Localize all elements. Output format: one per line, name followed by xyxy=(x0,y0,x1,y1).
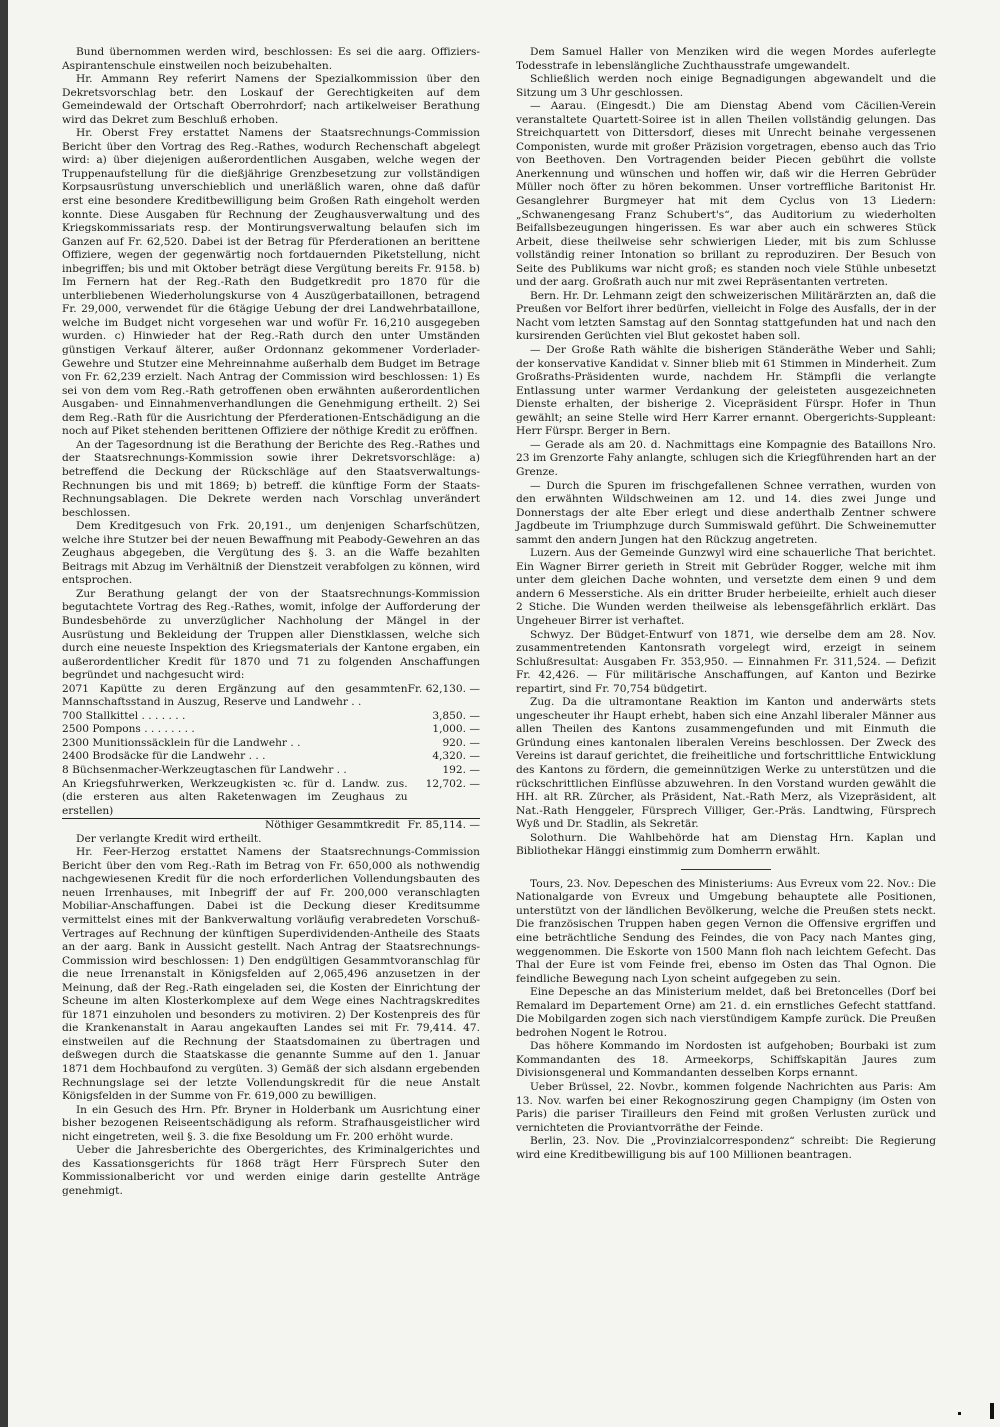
article-paragraph: Hr. Feer-Herzog erstattet Namens der Staatsrechnungs-Commission Bericht über den vom Reg.-Rath im Betrag von Fr. 650,000 als nothwendig nachgewiesenen Kredit für die noch erforderlichen Vollendungsbauten des neuen Irrenhauses, mit Inbegriff der auf Fr. 200,000 veranschlagten Mobiliar-Anschaffungen. Dabei ist die Deckung dieser Kreditsumme vermittelst eines mit der Bankverwaltung vorläufig verabredeten Vorschuß-Vertrages auf Rechnung der künftigen Superdividenden-Antheile des Staats an der aarg. Bank in Aussicht gestellt. Nach Antrag der Staatsrechnungs-Commission wird beschlossen: 1) Den endgültigen Gesammtvoranschlag für die neue Irrenanstalt in Königsfelden auf 2,065,496 anzusetzen in der Meinung, daß der Reg.-Rath eingeladen sei, die Kosten der Einrichtung der Scheune im alten Klosterkomplexe auf dem Wege eines Nachtragskredites für 1871 einzuholen und besonders zu motiviren. 2) Der Kostenpreis des für die Krankenanstalt in Aarau angekauften Landes sei mit Fr. 79,414. 47. einstweilen auf die Rechnung der Staatsdomainen zu übertragen und deßwegen durch die Staatskasse die genannte Summe auf den 1. Januar 1871 dem Hochbaufond zu vergüten. 3) Gemäß der sich alsdann ergebenden Rechnungslage sei der letzte Vollendungskredit für die neue Anstalt Königsfelden in der Summe von Fr. 619,000 zu bewilligen. xyxy=(62,846,480,1103)
credit-item: 2071 Kapütte zu deren Ergänzung auf den gesammten Mannschaftsstand in Auszug, Reserve und Landwehr . . xyxy=(62,682,408,709)
article-paragraph: Der verlangte Kredit wird ertheilt. xyxy=(76,832,262,845)
article-paragraph: Zur Berathung gelangt der von der Staatsrechnungs-Kommission begutachtete Vortrag des Reg.-Rathes, womit, infolge der Aufforderung der Bundesbehörde zu unverzüglicher Nachholung der Mängel in der Ausrüstung und Bekleidung der Truppen aller Dienstklassen, welche sich durch eine neueste Inspektion des Kriegsmaterials der Kantone ergaben, ein außerordentlicher Kredit für 1870 und 71 zu folgenden Anschaffungen begründet und nachgesucht wird: xyxy=(62,587,480,682)
article-paragraph: Tours, 23. Nov. Depeschen des Ministeriums: Aus Evreux vom 22. Nov.: Die Nationalgarde von Evreux und Umgebung behauptete alle Positionen, unterstützt von der ländlichen Bevölkerung, welche die Preußen stets neckt. Die französischen Truppen haben gegen Vernon die Offensive ergriffen und eine beträchtliche Sendung des Feindes, die von Pacy nach Mantes ging, weggenommen. Die Eskorte von 1500 Mann floh nach leichtem Gefecht. Das Thal der Eure ist vom Feinde frei, ebenso im Osten das Thal Ognon. Die feindliche Bewegung nach Lyon scheint aufgegeben zu sein. xyxy=(516,877,936,985)
article-paragraph: — Durch die Spuren im frischgefallenen Schnee verrathen, wurden von den erwähnten Wildschweinen am 12. und 14. dies zwei Junge und Donnerstags der alte Eber erlegt und diese anderthalb Zentner schwere Jagdbeute im Triumphzuge durch Summiswald geführt. Die Schweinemutter sammt den andern Jungen hat den Rückzug angetreten. xyxy=(516,479,936,546)
article-paragraph: In ein Gesuch des Hrn. Pfr. Bryner in Holderbank um Ausrichtung einer bisher bezogenen Reiseentschädigung als reform. Strafhausgeistlicher wird nicht eingetreten, weil §. 3. die fixe Besoldung um Fr. 200 erhöht wurde. xyxy=(62,1103,480,1143)
total-amount: Fr. 85,114. — xyxy=(407,819,480,832)
article-paragraph: Hr. Ammann Rey referirt Namens der Spezialkommission über den Dekretsvorschlag betr. den Loskauf der Gerechtigkeiten auf dem Gemeindewald der Ortschaft Oberrohrdorf; nach artikelweiser Berathung wird das Dekret zum Beschluß erhoben. xyxy=(62,73,480,126)
credit-amount: 920. — xyxy=(442,736,480,749)
article-paragraph: Luzern. Aus der Gemeinde Gunzwyl wird eine schauerliche That berichtet. Ein Wagner Birrer gerieth in Streit mit Gebrüder Rogger, welche mit ihm unter dem gleichen Dache wohnten, und versetzte dem einen 9 und dem andern 6 Messerstiche. Als ein dritter Bruder herbeieilte, erhielt auch dieser 2 Stiche. Die Wunden werden theilweise als lebensgefährlich erklärt. Das Ungeheuer Birrer ist verhaftet. xyxy=(516,547,936,627)
credit-table-row xyxy=(62,778,480,819)
credit-item: 8 Büchsenmacher-Werkzeugtaschen für Landwehr . . xyxy=(62,763,347,776)
credit-amount: 3,850. — xyxy=(432,709,480,722)
article-paragraph: — Aarau. (Eingesdt.) Die am Dienstag Abend vom Cäcilien-Verein veranstaltete Quartett-Soiree ist in allen Theilen vollständig gelungen. Das Streichquartett von Dittersdorf, dieses mit Unrecht beinahe vergessenen Componisten, wurde mit großer Präzision vorgetragen, ebenso auch das Trio von Beethoven. Den Vortragenden beider Piecen gebührt die vollste Anerkennung und wünschen und hoffen wir, daß wir die Herren Gebrüder Müller noch öfter zu hören bekommen. Unser vortreffliche Baritonist Hr. Gesanglehrer Burgmeyer hat mit dem Cyclus von 13 Liedern: „Schwanengesang Franz Schubert's“, das Auditorium zu wiederholten Beifallsbezeugungen hingerissen. Es war aber auch ein schweres Stück Arbeit, diese theilweise sehr schwierigen Lieder, mit bis zum Schlusse vollständig reiner Intonation so brillant zu reproduziren. Der Besuch von Seite des Publikums war nicht groß; es standen noch viele Stühle unbesetzt und der aarg. Großrath auch nur mit zwei Repräsentanten vertreten. xyxy=(516,100,936,289)
credit-table-row xyxy=(62,723,480,737)
article-paragraph: Solothurn. Die Wahlbehörde hat am Dienstag Hrn. Kaplan und Bibliothekar Hänggi einstimmig zum Domherrn erwählt. xyxy=(516,831,936,858)
credit-amount: 192. — xyxy=(442,763,480,776)
credit-item: 700 Stallkittel . . . . . . . xyxy=(62,709,186,722)
scan-page-edge xyxy=(0,0,8,1427)
article-paragraph: — Gerade als am 20. d. Nachmittags eine Kompagnie des Bataillons Nro. 23 im Grenzorte Fahy anlangte, schlugen sich die Kriegführenden hart an der Grenze. xyxy=(516,438,936,478)
credit-table-row xyxy=(62,750,480,764)
article-paragraph: Das höhere Kommando im Nordosten ist aufgehoben; Bourbaki ist zum Kommandanten des 18. Armeekorps, Schiffskapitän Jaures zum Divisionsgeneral und Kommandanten desselben Korps ernannt. xyxy=(516,1040,936,1080)
article-paragraph: Zug. Da die ultramontane Reaktion im Kanton und anderwärts stets ungescheuter ihr Haupt erhebt, haben sich eine Anzahl liberaler Männer aus allen Theilen des Kantons zusammengefunden und mit Einmuth die Gründung eines kantonalen liberalen Vereins beschlossen. Der Zweck des Vereins ist darauf gerichtet, die freiheitliche und fortschrittliche Entwicklung des Kantons zu fördern, die gemeinnützigen Werke zu unterstützen und die rückschrittlichen Einflüsse abzuwehren. In den Vorstand wurden gewählt die HH. alt RR. Zürcher, als Präsident, Nat.-Rath Merz, als Vizepräsident, alt Nat.-Rath Henggeler, Fürsprech Villiger, Ger.-Präs. Landtwing, Fürsprech Wyß und Dr. Stadlin, als Sekretär. xyxy=(516,696,936,831)
right-column xyxy=(516,46,936,1162)
credit-amount: 1,000. — xyxy=(432,723,480,736)
credit-item: 2300 Munitionssäcklein für die Landwehr . . xyxy=(62,736,301,749)
article-paragraph: Bern. Hr. Dr. Lehmann zeigt den schweizerischen Militärärzten an, daß die Preußen vor Belfort ihrer bedürfen, vielleicht in Folge des Ausfalls, der in der Nacht vom letzten Samstag auf den Sonntag stattgefunden hat und nach den kursirenden Gerüchten viel Blut gekostet haben soll. xyxy=(516,289,936,343)
left-bottom-paragraphs xyxy=(62,833,480,1199)
right-bottom-paragraphs xyxy=(516,878,936,1162)
left-top-paragraphs xyxy=(62,46,480,683)
article-paragraph: Eine Depesche an das Ministerium meldet, daß bei Bretoncelles (Dorf bei Remalard im Departement Orne) am 21. d. ein ernstliches Gefecht stattfand. Die Mobilgarden zogen sich nach vierstündigem Kampfe zurück. Die Preußen bedrohen Nogent le Rotrou. xyxy=(516,986,936,1039)
scan-dot xyxy=(958,1412,961,1415)
credit-item: 2400 Brodsäcke für die Landwehr . . . xyxy=(62,750,266,763)
article-paragraph: Ueber Brüssel, 22. Novbr., kommen folgende Nachrichten aus Paris: Am 13. Nov. warfen bei einer Rekognoszirung gegen Champigny (im Osten von Paris) die pariser Tirailleurs den Feind mit großen Verlusten zurück und vernichteten die Proviantvorräthe der Feinde. xyxy=(516,1081,936,1134)
right-top-paragraphs xyxy=(516,46,936,859)
total-label: Nöthiger Gesammtkredit xyxy=(62,819,408,833)
article-paragraph: Bund übernommen werden wird, beschlossen: Es sei die aarg. Offiziers-Aspirantenschule einstweilen noch beizubehalten. xyxy=(62,46,480,72)
credit-item: An Kriegsfuhrwerken, Werkzeugkisten ꝛc. für d. Landw. zus. (die ersteren aus alten Raketenwagen im Zeughaus zu erstellen) xyxy=(62,777,408,817)
article-paragraph: Schwyz. Der Büdget-Entwurf von 1871, wie derselbe dem am 28. Nov. zusammentretenden Kantonsrath vorgelegt wird, erzeigt in seinem Schlußresultat: Ausgaben Fr. 353,950. — Einnahmen Fr. 311,524. — Defizit Fr. 42,426. — Für militärische Anschaffungen, auf Kanton und Bezirke repartirt, sind Fr. 70,754 büdgetirt. xyxy=(516,628,936,695)
article-paragraph: Berlin, 23. Nov. Die „Provinzialcorrespondenz“ schreibt: Die Regierung wird eine Kreditbewilligung bis auf 100 Millionen beantragen. xyxy=(516,1135,936,1161)
scan-edge-mark xyxy=(990,1403,994,1419)
credit-amount: 12,702. — xyxy=(425,777,480,790)
credit-table-row xyxy=(62,710,480,724)
article-paragraph: Ueber die Jahresberichte des Obergerichtes, des Kriminalgerichtes und des Kassationsgerichts für 1868 trägt Herr Fürsprech Suter den Kommissionalbericht vor und werden einige darin gestellte Anträge genehmigt. xyxy=(62,1144,480,1197)
credit-table-row xyxy=(62,683,480,710)
article-paragraph: Schließlich werden noch einige Begnadigungen abgewandelt und die Sitzung um 3 Uhr geschlossen. xyxy=(516,73,936,99)
article-paragraph: — Der Große Rath wählte die bisherigen Ständeräthe Weber und Sahli; der konservative Kandidat v. Sinner blieb mit 61 Stimmen in Minderheit. Zum Großraths-Präsidenten wurde, nachdem Hr. Stämpfli die verlangte Entlassung unter warmer Verdankung der geleisteten ausgezeichneten Dienste erhalten, der bisherige 2. Vicepräsident Fürspr. Hofer in Thun gewählt; an seine Stelle wird Herr Karrer ernannt. Obergerichts-Suppleant: Herr Fürspr. Berger in Bern. xyxy=(516,344,936,438)
section-divider xyxy=(681,869,771,870)
credit-table-row xyxy=(62,737,480,751)
credit-table-row xyxy=(62,764,480,778)
credit-total-row xyxy=(62,819,480,833)
article-paragraph: Hr. Oberst Frey erstattet Namens der Staatsrechnungs-Commission Bericht über den Vortrag des Reg.-Rathes, wodurch Rechenschaft abgelegt wird: a) über diejenigen außerordentlichen Ausgaben, welche wegen der Truppenaufstellung für die dießjährige Grenzbesetzung zur vollständigen Korpsausrüstung unverschieblich und unerläßlich waren, ohne daß dafür erst eine besondere Kreditbewilligung beim Großen Rath eingeholt werden konnte. Diese Ausgaben für Rechnung der Zeughausverwaltung und des Kriegskommissariats resp. der Montirungsverwaltung belaufen sich im Ganzen auf Fr. 62,520. Dabei ist der Betrag für Pferderationen an berittene Offiziere, wegen der gegenwärtig noch fortdauernden Piketstellung, nicht inbegriffen; bis und mit Oktober beträgt diese Vergütung bereits Fr. 9158. b) Im Fernern hat der Reg.-Rath den Budgetkredit pro 1870 für die unterbliebenen Wiederholungskurse von 4 Auszügerbataillonen, betragend Fr. 29,000, verwendet für die 6tägige Uebung der drei Landwehrbataillone, welche im Budget nicht vorgesehen war und wofür Fr. 16,210 ausgegeben wurden. c) Hinwieder hat der Reg.-Rath durch den unter Umständen günstigen Verkauf älterer, außer Ordonnanz gekommener Vorderlader-Gewehre und Stutzer eine Mehreinnahme außerhalb dem Budget im Betrage von Fr. 62,239 erzielt. Nach Antrag der Commission wird beschlossen: 1) Es sei von dem vom Reg.-Rath getroffenen oben erwähnten außerordentlichen Ausgaben- und Einnahmenverhandlungen die Genehmigung ertheilt. 2) Sei dem Reg.-Rath für die Ausrichtung der Pferderationen-Entschädigung an die noch auf Piket stehenden berittenen Offiziere der nöthige Kredit zu eröffnen. xyxy=(62,127,480,438)
article-paragraph: An der Tagesordnung ist die Berathung der Berichte des Reg.-Rathes und der Staatsrechnungs-Kommission sowie ihrer Dekretsvorschläge: a) betreffend die Deckung der Rückschläge auf den Staatsverwaltungs-Rechnungen bis und mit 1869; b) betreff. die künftige Form der Staats-Rechnungsablagen. Die Dekrete werden nach Vorschlag unverändert beschlossen. xyxy=(62,438,480,519)
article-paragraph: Dem Kreditgesuch von Frk. 20,191., um denjenigen Scharfschützen, welche ihre Stutzer bei der neuen Bewaffnung mit Peabody-Gewehren an das Zeughaus abgegeben, die Vergütung des §. 3. an die Waffe bezahlten Beitrags mit Abzug im Verhältniß der Dienstzeit verabfolgen zu können, wird entsprochen. xyxy=(62,520,480,587)
article-paragraph: Dem Samuel Haller von Menziken wird die wegen Mordes auferlegte Todesstrafe in lebenslängliche Zuchthausstrafe umgewandelt. xyxy=(516,46,936,72)
left-column xyxy=(62,46,480,1198)
credit-amount: Fr. 62,130. — xyxy=(407,682,480,695)
credit-amount: 4,320. — xyxy=(432,750,480,763)
credit-item: 2500 Pompons . . . . . . . . xyxy=(62,723,195,736)
credit-table xyxy=(62,683,480,833)
